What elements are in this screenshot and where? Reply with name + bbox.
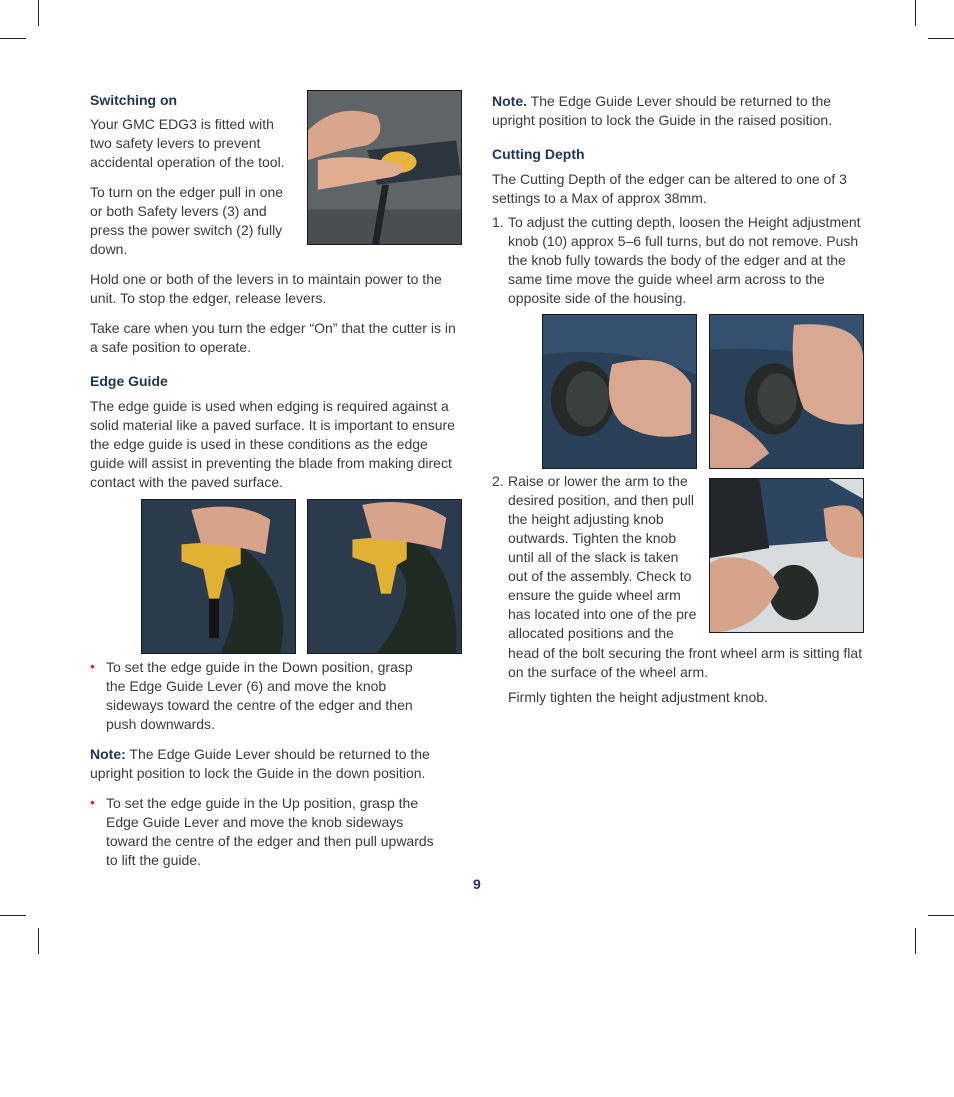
bullet-marker: •: [90, 658, 95, 674]
height-knob-photo-1: [542, 314, 697, 469]
wheel-arm-photo: [709, 478, 864, 633]
edge-guide-note-down: [90, 745, 462, 783]
crop-mark: [38, 0, 39, 26]
crop-mark: [0, 915, 26, 916]
crop-mark: [915, 928, 916, 954]
edge-guide-up-photo: [307, 499, 462, 654]
crop-mark: [38, 928, 39, 954]
step-2-number: 2.: [492, 473, 504, 489]
edge-guide-down-photo: [141, 499, 296, 654]
edge-guide-paragraph: The edge guide is used when edging is required against a solid material like a paved surface. It is important to ensure the edge guide is used in these conditions as the edge guide will assist in preventing the blade from making direct contact with the paved surface.: [90, 398, 455, 490]
height-knob-photo-2: [709, 314, 864, 469]
power-switch-photo: [307, 90, 462, 245]
switching-on-paragraph: Your GMC EDG3 is fitted with two safety levers to prevent accidental operation of the tool.: [90, 116, 285, 170]
step-2-text: Raise or lower the arm to the desired position, and then pull the height adjusting knob outwards. Tighten the knob until all of the slack is taken out of the assembly. Check to ensure the guide wheel arm has located into one of the pre allocated positions and the: [508, 473, 697, 641]
edge-guide-heading: Edge Guide: [90, 373, 168, 389]
switching-on-instructions: To turn on the edger pull in one or both Safety levers (3) and press the power switch (2) fully down.: [90, 184, 284, 257]
switching-on-heading: Switching on: [90, 92, 178, 108]
crop-mark: [928, 915, 954, 916]
note-text: The Edge Guide Lever should be returned to the upright position to lock the Guide in the down position.: [90, 746, 430, 781]
bullet-marker: •: [90, 794, 95, 810]
edge-guide-down-bullet: To set the edge guide in the Down position, grasp the Edge Guide Lever (6) and move the knob sideways toward the centre of the edger and then push downwards.: [106, 659, 413, 732]
note-text: The Edge Guide Lever should be returned to the upright position to lock the Guide in the raised position.: [492, 93, 833, 128]
cutting-depth-paragraph: The Cutting Depth of the edger can be altered to one of 3 settings to a Max of approx 38mm.: [492, 171, 847, 206]
edge-guide-note-raised: [492, 92, 864, 130]
note-label: Note.: [492, 93, 527, 109]
step-1-text: To adjust the cutting depth, loosen the Height adjustment knob (10) approx 5–6 full turns, but do not remove. Push the knob fully towards the body of the edger and at the same time move the guide wheel arm across to the opposite side of the housing.: [508, 214, 861, 306]
crop-mark: [0, 38, 26, 39]
crop-mark: [915, 0, 916, 26]
step-1-number: 1.: [492, 214, 504, 230]
note-label: Note:: [90, 746, 126, 762]
cutting-depth-heading: Cutting Depth: [492, 146, 585, 162]
switching-hold-paragraph: Hold one or both of the levers in to maintain power to the unit. To stop the edger, release levers.: [90, 271, 442, 306]
switching-safety-paragraph: Take care when you turn the edger “On” that the cutter is in a safe position to operate.: [90, 320, 456, 355]
crop-mark: [928, 38, 954, 39]
page-number: 9: [473, 876, 481, 892]
step-2-tighten: Firmly tighten the height adjustment knob.: [508, 689, 768, 705]
step-2-continued: head of the bolt securing the front wheel arm is sitting flat on the surface of the wheel arm.: [508, 645, 863, 680]
edge-guide-up-bullet: To set the edge guide in the Up position, grasp the Edge Guide Lever and move the knob sideways toward the centre of the edger and then pull upwards to lift the guide.: [106, 795, 434, 868]
